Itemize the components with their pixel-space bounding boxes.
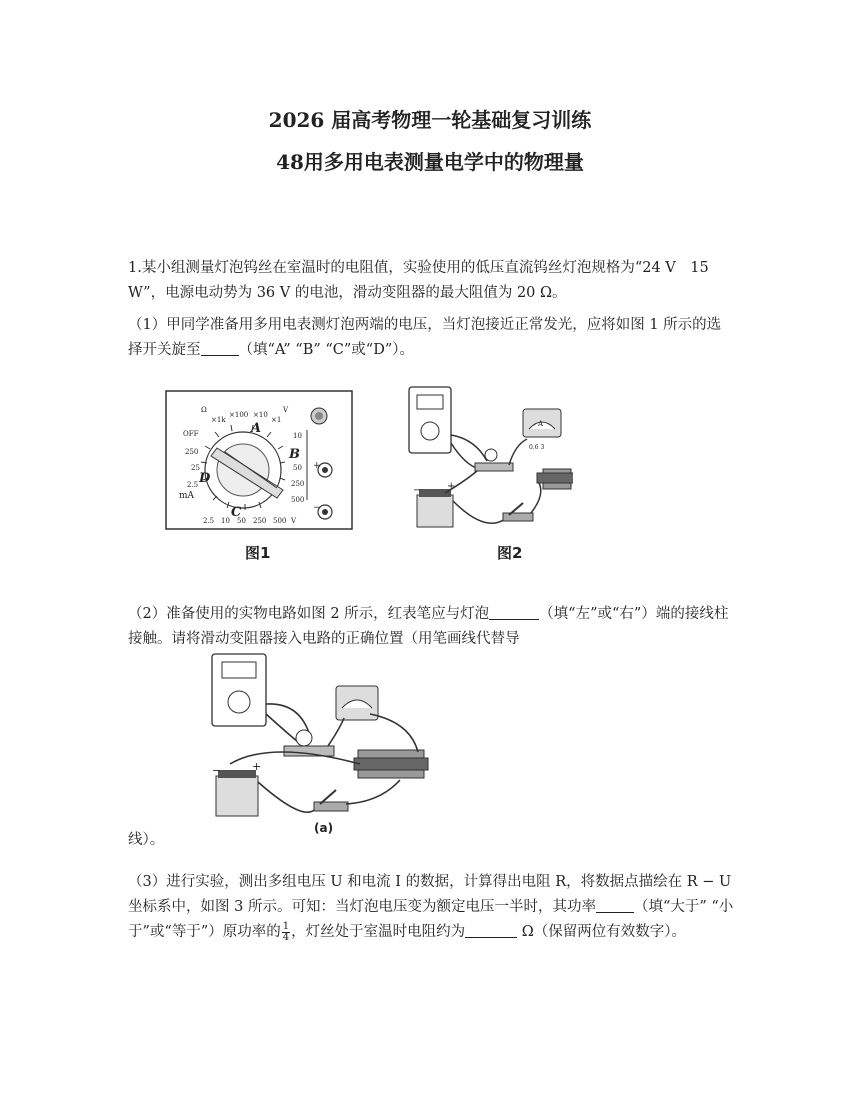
answer-blank-3[interactable] — [596, 898, 634, 913]
part3-text-cont: ，灯丝处于室温时电阻约为 — [291, 924, 466, 940]
label-dc10: 10 — [293, 432, 302, 440]
answer-blank-1[interactable] — [201, 341, 239, 356]
label-v-ac: V — [291, 517, 297, 525]
label-ohm: Ω — [201, 406, 207, 414]
label-x1: ×1 — [271, 416, 282, 424]
part3-text: （3）进行实验，测出多组电压 U 和电流 I 的数据，计算得出电阻 R，将数据点描绘在 R − U 坐标系中，如图 3 所示。可知：当灯泡电压变为额定电压一半时，其功率 — [128, 874, 732, 915]
page-title: 2026 届高考物理一轮基础复习训练 — [268, 108, 592, 132]
meter-a-label: A — [538, 420, 544, 428]
battery-plus-a: + — [252, 760, 262, 773]
battery-minus-a: − — [212, 764, 222, 777]
fraction-one-quarter — [282, 922, 290, 943]
label-b: B — [289, 447, 300, 462]
question-part2-end: 线）。 — [128, 832, 165, 848]
label-x10: ×10 — [253, 411, 268, 419]
label-r250: 250 — [253, 517, 267, 525]
label-minus: − — [313, 503, 321, 513]
label-off: OFF — [183, 430, 199, 438]
page-subtitle: 48用多用电表测量电学中的物理量 — [276, 150, 584, 174]
label-c: C — [231, 505, 242, 520]
label-x1k: ×1k — [211, 416, 226, 424]
label-plus: + — [313, 461, 321, 471]
figure-3-caption: (a) — [314, 821, 334, 835]
label-r500: 500 — [273, 517, 287, 525]
label-2-5: 2.5 — [187, 481, 199, 489]
figure-3-circuit-a — [210, 652, 438, 840]
label-a: A — [251, 421, 262, 436]
label-250: 250 — [185, 448, 199, 456]
part1-options: （填“A” “B” “C”或“D”）。 — [238, 342, 414, 358]
label-r10: 10 — [221, 517, 230, 525]
figure-2-circuit — [405, 385, 573, 535]
label-r50: 50 — [237, 517, 246, 525]
label-dc50: 50 — [293, 464, 302, 472]
battery-minus: − — [413, 485, 422, 496]
answer-blank-4[interactable] — [465, 923, 517, 938]
question-part2 — [128, 602, 734, 652]
fraction-denominator: 4 — [282, 931, 290, 943]
figure-1-multimeter-dial — [165, 390, 353, 530]
label-25: 25 — [191, 464, 200, 472]
label-ma: mA — [179, 491, 195, 501]
question-intro: 1.某小组测量灯泡钨丝在室温时的电阻值，实验使用的低压直流钨丝灯泡规格为“24 V 15 W”，电源电动势为 36 V 的电池，滑动变阻器的最大阻值为 20 Ω。 — [128, 260, 709, 301]
question-part1 — [128, 313, 734, 363]
label-r2-5: 2.5 — [203, 517, 215, 525]
meter-scale-label: 0.6 3 — [529, 444, 545, 451]
part3-options: （填“大于” “小于”或“等于”）原功率的 — [128, 899, 734, 940]
figure-2-caption: 图2 — [497, 544, 523, 562]
question-part3 — [128, 870, 734, 945]
label-d: D — [199, 471, 211, 486]
label-v-dc: V — [283, 406, 289, 414]
label-dc500: 500 — [291, 496, 305, 504]
part2-text: （2）准备使用的实物电路如图 2 所示，红表笔应与灯泡 — [128, 606, 490, 622]
figure-1-caption: 图1 — [245, 544, 271, 562]
label-dc250: 250 — [291, 480, 305, 488]
part3-text-end: Ω（保留两位有效数字）。 — [517, 924, 687, 940]
answer-blank-2[interactable] — [489, 605, 539, 620]
part1-text: （1）甲同学准备用多用电表测灯泡两端的电压，当灯泡接近正常发光，应将如图 1 所示的选择开关旋至 — [128, 317, 722, 358]
fraction-numerator: 1 — [282, 920, 290, 932]
battery-plus: + — [447, 481, 456, 492]
label-x100: ×100 — [229, 411, 249, 419]
part2-text-cont: （填“左”或“右”）端的接线柱接触。请将滑动变阻器接入电路的正确位置（用笔画线代替导 — [128, 606, 729, 647]
